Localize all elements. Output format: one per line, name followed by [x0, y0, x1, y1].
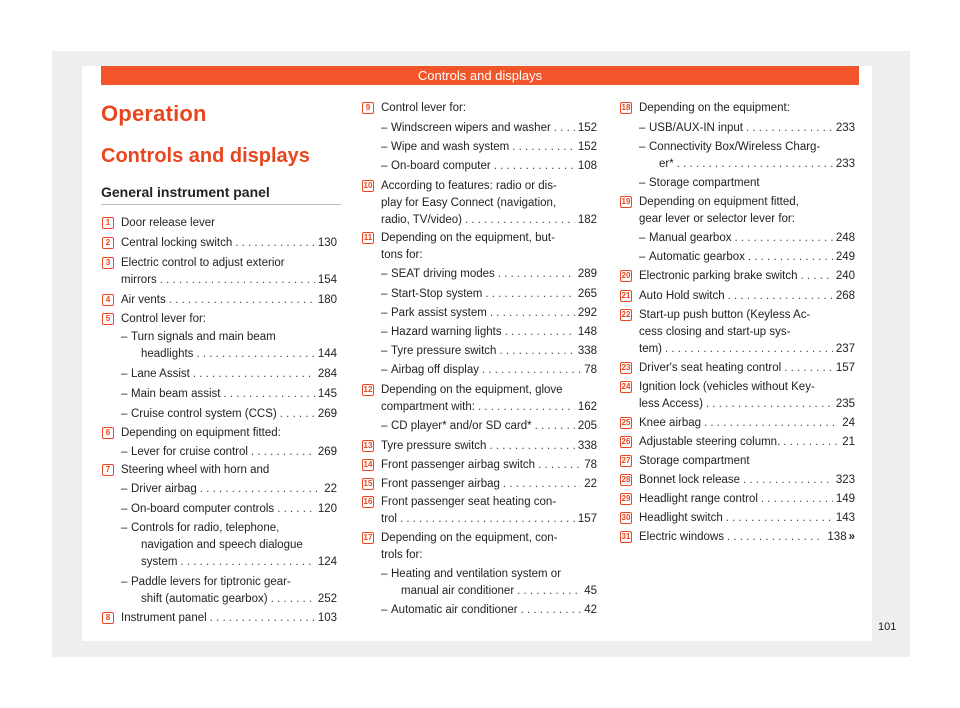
page-ref[interactable]: 182 [577, 214, 597, 226]
item-label-cont: compartment with: [381, 401, 475, 413]
item-label: Door release lever [121, 217, 215, 229]
page-ref[interactable]: 138 [827, 531, 847, 543]
item-label: Driver's seat heating control [639, 362, 782, 374]
sub-item-label: Connectivity Box/Wireless Charg- [649, 141, 821, 153]
sub-item-label: Automatic gearbox [649, 251, 745, 263]
item-label-cont: trol [381, 513, 397, 525]
item-number-badge: 17 [363, 533, 373, 542]
item-label: Depending on equipment fitted, [639, 196, 799, 208]
item-number-badge: 2 [102, 237, 114, 249]
item-label: Storage compartment [639, 455, 750, 467]
item-label: Start-up push button (Keyless Ac- [639, 309, 811, 321]
item-label: Auto Hold switch [639, 290, 725, 302]
item-label: Depending on the equipment, con- [381, 532, 558, 544]
page-ref[interactable]: 24 [842, 417, 855, 429]
sub-item-label: Lever for cruise control [131, 446, 248, 458]
item-number-badge: 26 [621, 437, 631, 446]
item-number-badge: 12 [363, 385, 373, 394]
sub-item-label: On-board computer controls [131, 503, 275, 515]
page-ref[interactable]: 338 [577, 440, 597, 452]
item-label-cont: radio, TV/video) [381, 214, 462, 226]
page-ref[interactable]: 338 [577, 345, 597, 357]
page-ref[interactable]: 78 [584, 364, 597, 376]
item-label: Adjustable steering column. [639, 436, 781, 448]
page-ref[interactable]: 103 [317, 612, 337, 624]
sub-item-label: Paddle levers for tiptronic gear- [131, 576, 291, 588]
sub-item-label: Manual gearbox [649, 232, 732, 244]
page-ref[interactable]: 157 [577, 513, 597, 525]
item-number-badge: 22 [621, 310, 631, 319]
sub-item-label-cont: shift (automatic gearbox) [141, 593, 268, 605]
page-ref[interactable]: 124 [317, 556, 337, 568]
item-number-badge: 10 [363, 181, 373, 190]
page-ref[interactable]: 252 [317, 593, 337, 605]
page-ref[interactable]: 249 [835, 251, 855, 263]
sub-item-label: Controls for radio, telephone, [131, 522, 280, 534]
item-number-badge: 13 [363, 441, 373, 450]
item-number-badge: 6 [102, 427, 114, 439]
item-label-cont: less Access) [639, 398, 703, 410]
item-label: Bonnet lock release [639, 474, 741, 486]
item-number-badge: 1 [102, 217, 114, 229]
item-number-badge: 15 [363, 479, 373, 488]
item-label-cont: tons for: [381, 249, 423, 261]
item-label: Steering wheel with horn and [121, 464, 270, 476]
item-label-cont: gear lever or selector lever for: [639, 213, 795, 225]
page-ref[interactable]: 180 [317, 294, 337, 306]
sub-item-label-cont: headlights [141, 348, 194, 360]
sub-item-label: Windscreen wipers and washer [391, 122, 551, 134]
item-label: Depending on the equipment, but- [381, 232, 555, 244]
sub-item-label: Wipe and wash system [391, 141, 510, 153]
section-banner: Controls and displays [101, 66, 859, 85]
sub-item-label: Main beam assist [131, 388, 221, 400]
page-ref[interactable]: 21 [842, 436, 855, 448]
item-label: Ignition lock (vehicles without Key- [639, 381, 815, 393]
item-number-badge: 18 [621, 103, 631, 112]
item-label: Tyre pressure switch [381, 440, 487, 452]
sub-item-label: Start-Stop system [391, 288, 483, 300]
page-ref[interactable]: 240 [835, 270, 855, 282]
sub-item-label: Cruise control system (CCS) [131, 408, 277, 420]
item-number-badge: 30 [621, 513, 631, 522]
page-ref[interactable]: 149 [835, 493, 855, 505]
item-label: Control lever for: [381, 102, 467, 114]
item-number-badge: 7 [102, 464, 114, 476]
item-number-badge: 29 [621, 494, 631, 503]
page-ref[interactable]: 284 [317, 368, 337, 380]
sub-item-label: Automatic air conditioner [391, 604, 518, 616]
page-ref[interactable]: 42 [584, 604, 597, 616]
page-ref[interactable]: 323 [835, 474, 855, 486]
item-label-cont: tem) [639, 343, 662, 355]
page-ref[interactable]: 162 [577, 401, 597, 413]
page-ref[interactable]: 269 [317, 446, 337, 458]
item-label-cont: cess closing and start-up sys- [639, 326, 791, 338]
item-label: Headlight range control [639, 493, 758, 505]
page-ref[interactable]: 265 [577, 288, 597, 300]
item-label: Electric windows [639, 531, 724, 543]
sub-item-label: On-board computer [391, 160, 491, 172]
page-ref[interactable]: 154 [317, 274, 337, 286]
item-number-badge: 28 [621, 475, 631, 484]
page-ref[interactable]: 157 [835, 362, 855, 374]
page-ref[interactable]: 237 [835, 343, 855, 355]
item-label-cont: mirrors [121, 274, 157, 286]
sub-item-label-cont: navigation and speech dialogue [141, 539, 303, 551]
item-number-badge: 14 [363, 460, 373, 469]
sub-item-label: Airbag off display [391, 364, 480, 376]
item-number-badge: 3 [102, 257, 114, 269]
page-ref[interactable]: 148 [577, 326, 597, 338]
sub-item-label: Lane Assist [131, 368, 190, 380]
continue-icon: » [848, 531, 855, 543]
section-heading: Controls and displays [101, 145, 310, 167]
item-number-badge: 8 [102, 612, 114, 624]
item-label-cont: play for Easy Connect (navigation, [381, 197, 557, 209]
sub-item-label-cont: manual air conditioner [401, 585, 515, 597]
item-label: Front passenger seat heating con- [381, 496, 557, 508]
page-ref[interactable]: 248 [835, 232, 855, 244]
page-ref[interactable]: 145 [317, 388, 337, 400]
item-number-badge: 31 [621, 532, 631, 541]
item-label: Control lever for: [121, 313, 207, 325]
item-label: Depending on the equipment: [639, 102, 790, 114]
item-label: According to features: radio or dis- [381, 180, 557, 192]
item-number-badge: 24 [621, 382, 631, 391]
item-number-badge: 21 [621, 291, 631, 300]
sub-item-label: SEAT driving modes [391, 268, 495, 280]
item-number-badge: 23 [621, 363, 631, 372]
sub-item-label: Storage compartment [649, 177, 760, 189]
chapter-heading: Operation [101, 101, 207, 126]
page-ref[interactable]: 22 [324, 483, 337, 495]
item-number-badge: 25 [621, 418, 631, 427]
item-label: Electronic parking brake switch [639, 270, 798, 282]
sub-item-label: Driver airbag [131, 483, 197, 495]
item-number-badge: 16 [363, 497, 373, 506]
item-number-badge: 20 [621, 271, 631, 280]
item-number-badge: 11 [363, 233, 373, 242]
page-number: 101 [878, 621, 897, 633]
page-ref[interactable]: 45 [584, 585, 597, 597]
sub-item-label-cont: er* [659, 158, 674, 170]
item-label: Front passenger airbag [381, 478, 500, 490]
item-label: Depending on equipment fitted: [121, 427, 281, 439]
sub-item-label: Heating and ventilation system or [391, 568, 562, 580]
page-ref[interactable]: 130 [317, 237, 337, 249]
item-number-badge: 19 [621, 197, 631, 206]
item-label: Headlight switch [639, 512, 723, 524]
sub-item-label: Park assist system [391, 307, 487, 319]
subsection-heading: General instrument panel [101, 184, 270, 200]
heading-rule [101, 204, 341, 205]
page-ref[interactable]: 269 [317, 408, 337, 420]
item-label: Depending on the equipment, glove [381, 384, 563, 396]
sub-item-label: Turn signals and main beam [131, 331, 276, 343]
item-label: Electric control to adjust exterior [121, 257, 285, 269]
page-ref[interactable]: 108 [577, 160, 597, 172]
sub-item-label: Tyre pressure switch [391, 345, 497, 357]
page-ref[interactable]: 22 [584, 478, 597, 490]
item-number-badge: 5 [102, 313, 114, 325]
item-label: Front passenger airbag switch [381, 459, 536, 471]
page-ref[interactable]: 152 [577, 122, 597, 134]
sub-item-label: Hazard warning lights [391, 326, 502, 338]
sub-item-label: CD player* and/or SD card* [391, 420, 532, 432]
page-ref[interactable]: 233 [835, 122, 855, 134]
page-ref[interactable]: 292 [577, 307, 597, 319]
item-number-badge: 4 [102, 294, 114, 306]
item-label: Central locking switch [121, 237, 233, 249]
page-ref[interactable]: 78 [584, 459, 597, 471]
sub-item-label-cont: system [141, 556, 178, 568]
item-label-cont: trols for: [381, 549, 423, 561]
page-ref[interactable]: 205 [577, 420, 597, 432]
page-ref[interactable]: 152 [577, 141, 597, 153]
item-number-badge: 27 [621, 456, 631, 465]
page-ref[interactable]: 289 [577, 268, 597, 280]
sub-item-label: USB/AUX-IN input [649, 122, 743, 134]
page-ref[interactable]: 235 [835, 398, 855, 410]
page-ref[interactable]: 268 [835, 290, 855, 302]
page-ref[interactable]: 233 [835, 158, 855, 170]
item-label: Air vents [121, 294, 166, 306]
item-label: Knee airbag [639, 417, 702, 429]
page-ref[interactable]: 120 [317, 503, 337, 515]
item-number-badge: 9 [362, 102, 374, 114]
page-ref[interactable]: 144 [317, 348, 337, 360]
page-ref[interactable]: 143 [835, 512, 855, 524]
item-label: Instrument panel [121, 612, 207, 624]
